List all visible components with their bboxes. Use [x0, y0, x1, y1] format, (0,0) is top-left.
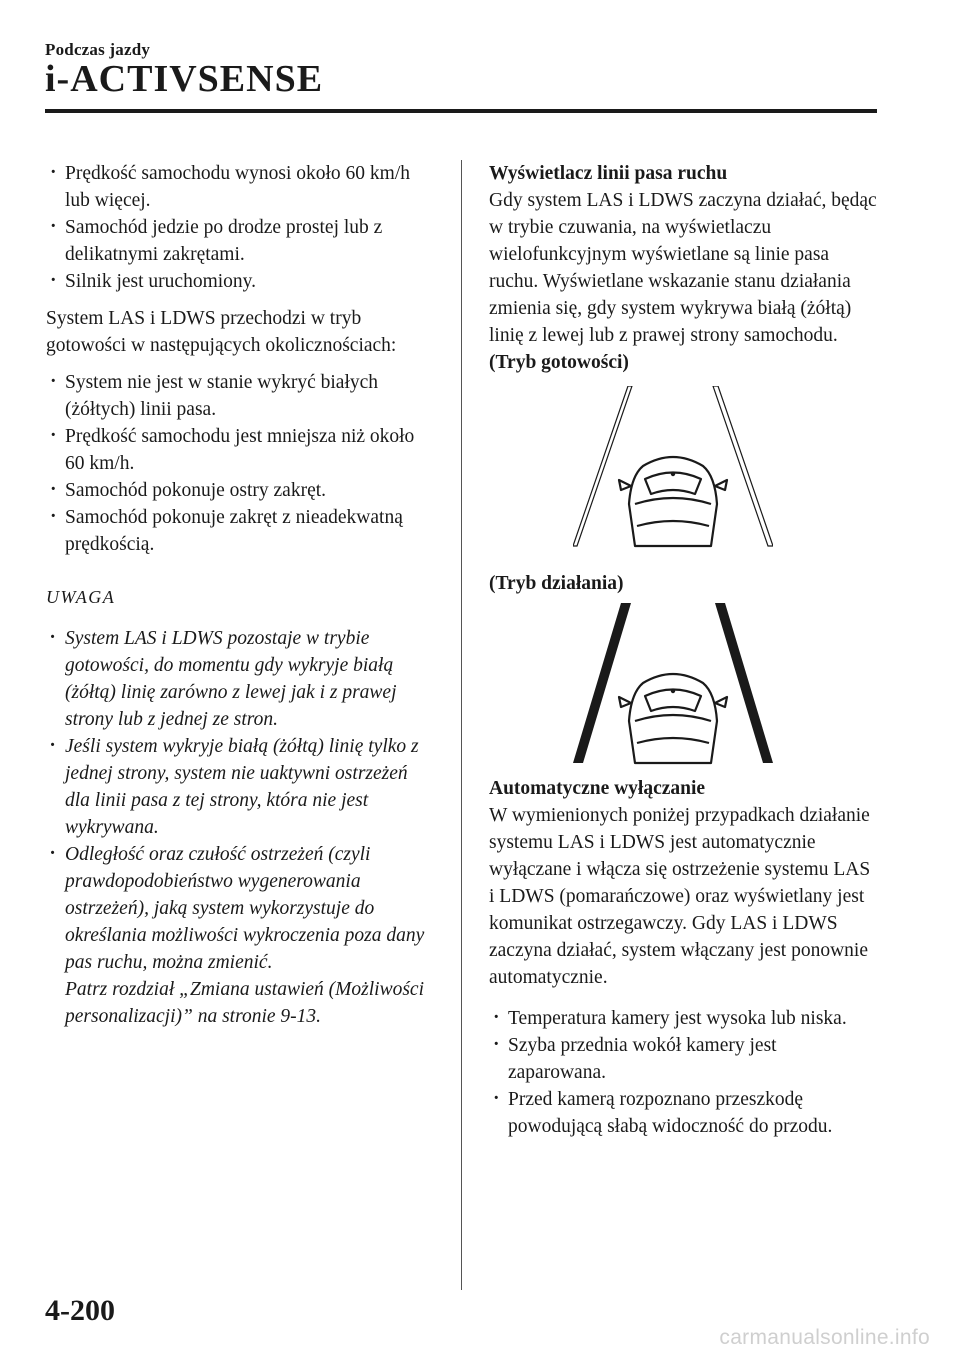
list-item: · Samochód pokonuje zakręt z nieadekwatną prędkością. [46, 504, 436, 558]
list-item: · Prędkość samochodu wynosi około 60 km/h lub więcej. [46, 160, 436, 214]
list-item: · Samochód jedzie po drodze prostej lub z delikatnymi zakrętami. [46, 214, 436, 268]
note-item: · System LAS i LDWS pozostaje w trybie gotowości, do momentu gdy wykryje białą (żółtą) linię zarówno z lewej jak i z prawej strony lub z jednej ze stron. [46, 625, 436, 733]
auto-off-conditions-list [489, 1005, 879, 1140]
standby-mode-label: (Tryb gotowości) [489, 352, 629, 373]
header-rule [45, 109, 877, 113]
list-item: · Prędkość samochodu jest mniejsza niż około 60 km/h. [46, 423, 436, 477]
active-mode-figure [573, 603, 773, 765]
watermark: carmanualsonline.info [719, 1326, 930, 1349]
list-item: · Przed kamerą rozpoznano przeszkodę powodującą słabą widoczność do przodu. [489, 1086, 879, 1140]
lane-display-heading: Wyświetlacz linii pasa ruchu [489, 163, 728, 184]
note-item [46, 841, 436, 1030]
page-title: i-ACTIVSENSE [45, 58, 324, 100]
standby-mode-figure [573, 386, 773, 548]
note-title: UWAGA [46, 587, 116, 607]
list-item: · Temperatura kamery jest wysoka lub niska. [489, 1005, 879, 1032]
active-lane-display-icon [573, 603, 773, 765]
list-item: · System nie jest w stanie wykryć białych (żółtych) linii pasa. [46, 369, 436, 423]
auto-off-text: W wymienionych poniżej przypadkach działanie systemu LAS i LDWS jest automatycznie wyłączane i włącza się ostrzeżenie systemu LAS i LDWS (pomarańczowe) oraz wyświetlany jest komunikat ostrzegawczy. Gdy LAS i LDWS zaczyna działać, system włączany jest ponownie automatycznie. [489, 805, 871, 988]
standby-conditions-list [46, 369, 436, 558]
note-list [46, 625, 436, 1030]
operating-conditions-list [46, 160, 436, 295]
active-mode-label: (Tryb działania) [489, 573, 624, 594]
note-reference: Patrz rozdział „Zmiana ustawień (Możliwości personalizacji)” na stronie 9-13. [65, 979, 424, 1027]
left-column [46, 160, 436, 1030]
list-item: · Silnik jest uruchomiony. [46, 268, 436, 295]
standby-lane-display-icon [573, 386, 773, 548]
column-divider [461, 160, 462, 1290]
section-label: Podczas jazdy [45, 40, 151, 59]
list-item: · Szyba przednia wokół kamery jest zaparowana. [489, 1032, 879, 1086]
right-column [489, 160, 879, 1140]
car-icon [619, 457, 727, 546]
note-item: · Jeśli system wykryje białą (żółtą) linię tylko z jednej strony, system nie uaktywni ostrzeżeń dla linii pasa z tej strony, która nie jest wykrywana. [46, 733, 436, 841]
note-text: Odległość oraz czułość ostrzeżeń (czyli prawdopodobieństwo wygenerowania ostrzeżeń), jaką system wykorzystuje do określania możliwości wykroczenia poza dany pas ruchu, można zmienić. [65, 844, 425, 973]
page-number: 4-200 [45, 1294, 115, 1327]
standby-intro: System LAS i LDWS przechodzi w tryb gotowości w następujących okolicznościach: [46, 308, 397, 356]
list-item: · Samochód pokonuje ostry zakręt. [46, 477, 436, 504]
car-icon [619, 674, 727, 763]
lane-display-text: Gdy system LAS i LDWS zaczyna działać, będąc w trybie czuwania, na wyświetlaczu wielofunkcyjnym wyświetlane są linie pasa ruchu. Wyświetlane wskazanie stanu działania zmienia się, gdy system wykrywa białą (żółtą) linię z lewej lub z prawej strony samochodu. [489, 190, 877, 346]
auto-off-heading: Automatyczne wyłączanie [489, 778, 706, 799]
